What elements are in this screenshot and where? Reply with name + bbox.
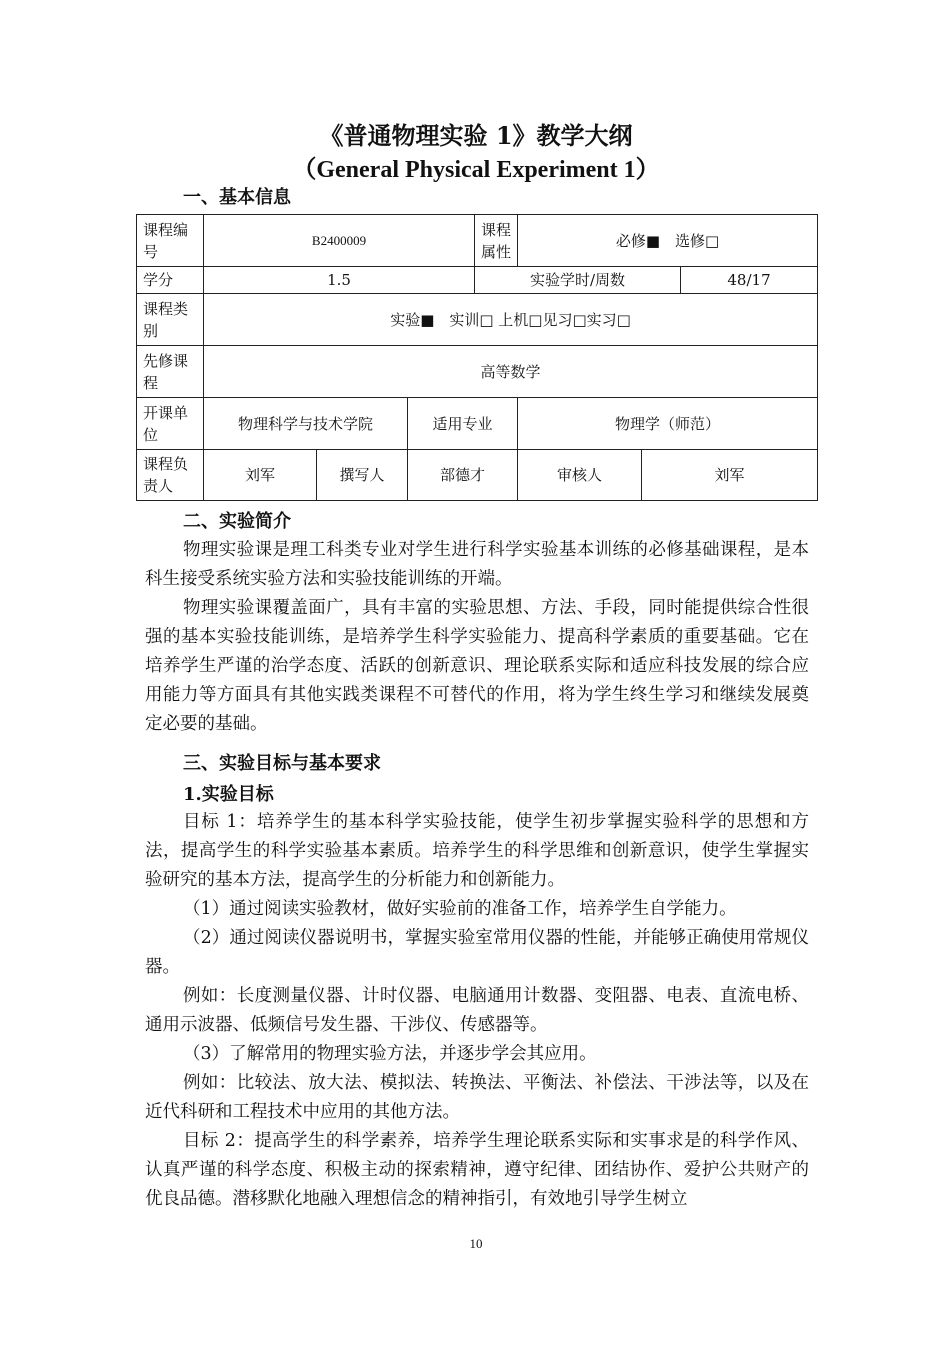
writer-label: 撰写人 (317, 450, 408, 501)
hours-label: 实验学时/周数 (475, 267, 681, 294)
dept-label: 开课单位 (137, 398, 204, 450)
leader-label: 课程负责人 (137, 450, 204, 501)
section-heading-basic-info: 一、基本信息 (183, 187, 291, 208)
section-heading-intro: 二、实验简介 (183, 511, 291, 532)
course-code-label: 课程编号 (137, 215, 204, 267)
goal-1-example-2: 例如：比较法、放大法、模拟法、转换法、平衡法、补偿法、干涉法等，以及在近代科研和工程技术中应用的其他方法。 (145, 1073, 809, 1122)
reviewer-value: 刘军 (642, 450, 818, 501)
course-attr-label: 课程属性 (475, 215, 518, 267)
dept-value: 物理科学与技术学院 (204, 398, 408, 450)
intro-paragraph-2: 物理实验课覆盖面广，具有丰富的实验思想、方法、手段，同时能提供综合性很强的基本实验技能训练，是培养学生科学实验能力、提高科学素质的重要基础。它在培养学生严谨的治学态度、活跃的创新意识、理论联系实际和适应科技发展的综合应用能力等方面具有其他实践类课程不可替代的作用，将为学生终生学习和继续发展奠定必要的基础。 (145, 598, 809, 734)
goal-2: 目标 2：提高学生的科学素养，培养学生理论联系实际和实事求是的科学作风、认真严谨的科学态度、积极主动的探索精神，遵守纪律、团结协作、爱护公共财产的优良品德。潜移默化地融入理想信念的精神指引，有效地引导学生树立 (145, 1131, 809, 1209)
hours-value: 48/17 (681, 267, 818, 294)
goal-1-example-1: 例如：长度测量仪器、计时仪器、电脑通用计数器、变阻器、电表、直流电桥、通用示波器、低频信号发生器、干涉仪、传感器等。 (145, 986, 809, 1035)
goal-1: 目标 1：培养学生的基本科学实验技能，使学生初步掌握实验科学的思想和方法，提高学生的科学实验基本素质。培养学生的科学思维和创新意识，使学生掌握实验研究的基本方法，提高学生的分析能力和创新能力。 (145, 812, 809, 890)
category-value: 实验■ 实训□ 上机□见习□实习□ (204, 294, 818, 346)
credit-value: 1.5 (204, 267, 475, 294)
course-attr-value: 必修■ 选修□ (518, 215, 818, 267)
document-subtitle: （General Physical Experiment 1） (292, 157, 660, 183)
document-title: 《普通物理实验 1》教学大纲 (319, 121, 633, 150)
credit-label: 学分 (137, 267, 204, 294)
writer-value: 部德才 (408, 450, 518, 501)
prereq-value: 高等数学 (204, 346, 818, 398)
section-heading-goals: 三、实验目标与基本要求 (183, 753, 381, 774)
page-number: 10 (469, 1236, 483, 1251)
subheading-goals: 1.实验目标 (183, 784, 274, 805)
leader-value: 刘军 (204, 450, 317, 501)
intro-text (145, 536, 809, 739)
goal-1-item-1: （1）通过阅读实验教材，做好实验前的准备工作，培养学生自学能力。 (183, 899, 737, 919)
category-label: 课程类别 (137, 294, 204, 346)
prereq-label: 先修课程 (137, 346, 204, 398)
basic-info-table (136, 214, 818, 501)
goals-text (145, 808, 809, 1214)
course-code-value: B2400009 (204, 215, 475, 267)
intro-paragraph-1: 物理实验课是理工科类专业对学生进行科学实验基本训练的必修基础课程，是本科生接受系统实验方法和实验技能训练的开端。 (145, 540, 809, 589)
reviewer-label: 审核人 (518, 450, 642, 501)
major-label: 适用专业 (408, 398, 518, 450)
goal-1-item-2: （2）通过阅读仪器说明书，掌握实验室常用仪器的性能，并能够正确使用常规仪器。 (145, 928, 809, 977)
goal-1-item-3: （3）了解常用的物理实验方法，并逐步学会其应用。 (183, 1044, 597, 1064)
major-value: 物理学（师范） (518, 398, 818, 450)
